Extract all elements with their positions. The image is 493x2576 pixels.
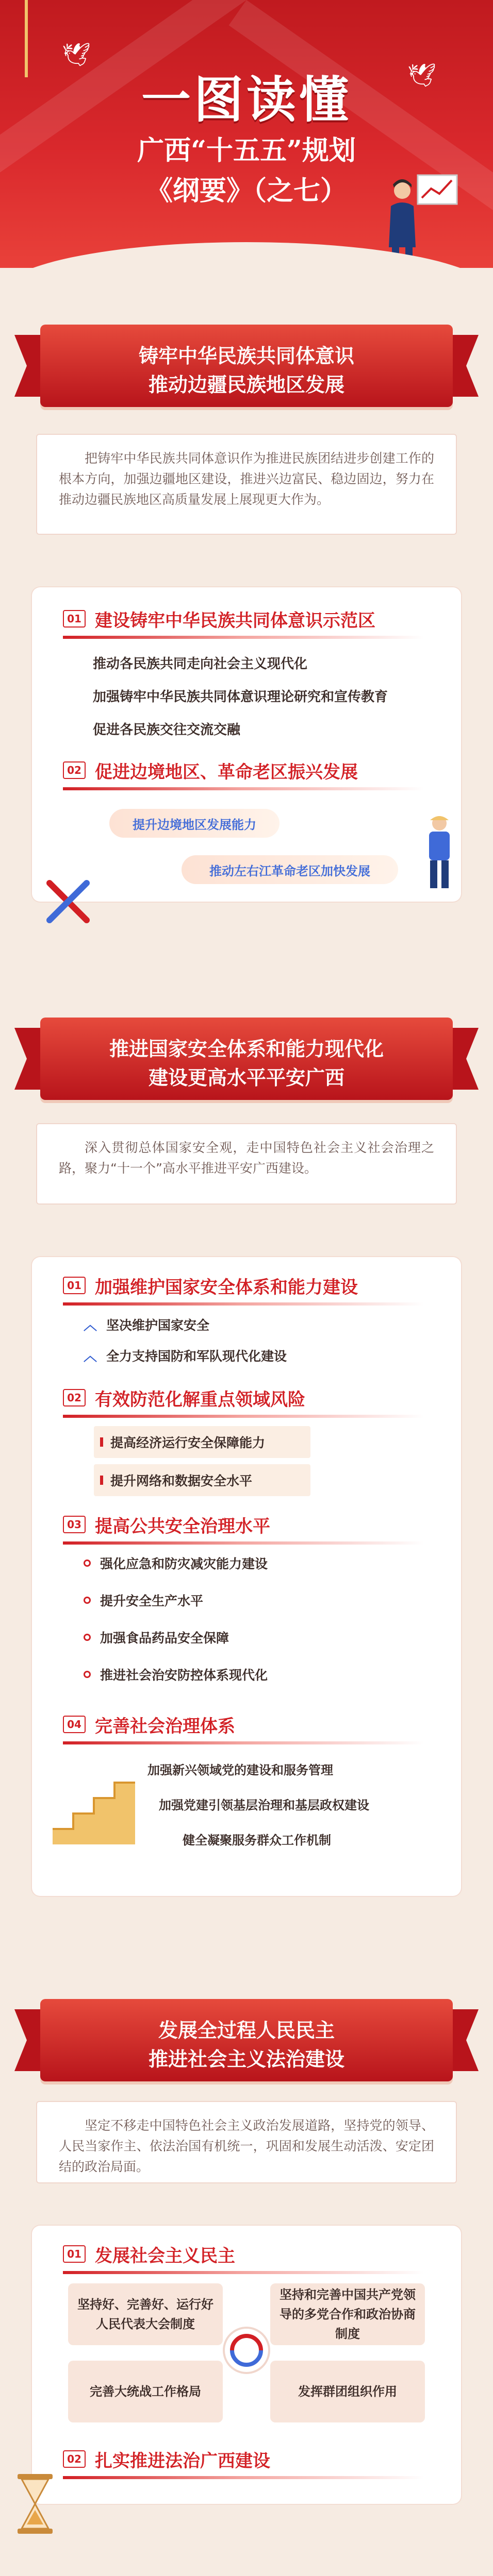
section-2-banner (40, 1018, 453, 1100)
divider (63, 1541, 424, 1545)
header-banner (0, 0, 493, 268)
list-item: 强化应急和防灾减灾能力建设 (84, 1554, 268, 1572)
list-item: 加强铸牢中华民族共同体意识理论研究和宣传教育 (93, 689, 388, 705)
sub-title: 有效防范化解重点领域风险 (95, 1389, 305, 1410)
section-2-title-line2: 建设更高水平平安广西 (148, 1066, 344, 1089)
sub-title: 建设铸牢中华民族共同体意识示范区 (95, 610, 375, 631)
sub-heading (63, 606, 375, 632)
divider (63, 1415, 424, 1418)
sub-number: 01 (63, 610, 86, 628)
pill-item: 推动左右江革命老区加快发展 (182, 855, 398, 884)
sub-heading (63, 1711, 235, 1737)
grid-item: 坚持好、完善好、运行好人民代表大会制度 (68, 2283, 223, 2345)
sub-heading (63, 2241, 235, 2267)
section-1-banner (40, 325, 453, 407)
chevron-up-icon: ︿ (84, 1318, 97, 1333)
section-3-title-line2: 推进社会主义法治建设 (148, 2047, 344, 2071)
list-item: 推动各民族共同走向社会主义现代化 (93, 656, 308, 672)
list-item: ︿ 全力支持国防和军队现代化建设 (84, 1346, 287, 1365)
bullet-dot-icon (84, 1671, 91, 1678)
list-item: 加强新兴领域党的建设和服务管理 (147, 1762, 333, 1777)
section-1-title-line1: 铸牢中华民族共同体意识 (138, 344, 354, 367)
sub-title: 发展社会主义民主 (95, 2245, 235, 2266)
box-item: 提高经济运行安全保障能力 (94, 1426, 310, 1458)
divider (63, 1302, 424, 1306)
list-item: 健全凝聚服务群众工作机制 (183, 1833, 331, 1848)
grid-item: 完善大统战工作格局 (68, 2361, 223, 2422)
page-subtitle-1: 广西“十五五”规划 (137, 135, 356, 166)
list-item: 加强党建引领基层治理和基层政权建设 (159, 1798, 369, 1812)
list-item: 加强食品药品安全保障 (84, 1628, 229, 1647)
sub-title: 加强维护国家安全体系和能力建设 (95, 1277, 358, 1298)
grid-item: 坚持和完善中国共产党领导的多党合作和政治协商制度 (270, 2283, 425, 2345)
section-1-title-line2: 推动边疆民族地区发展 (148, 373, 344, 396)
sub-number: 01 (63, 1277, 86, 1294)
sub-title: 促进边境地区、革命老区振兴发展 (95, 761, 358, 783)
section-2-card (32, 1257, 461, 1896)
list-item: 推进社会治安防控体系现代化 (84, 1665, 268, 1684)
bullet-dot-icon (84, 1560, 91, 1567)
section-3-intro: 坚定不移走中国特色社会主义政治发展道路，坚持党的领导、人民当家作主、依法治国有机统一，巩固和发展生动活泼、安定团结的政治局面。 (36, 2101, 457, 2183)
sub-heading (63, 1273, 358, 1298)
sub-heading (63, 1512, 270, 1537)
sub-number: 02 (63, 761, 86, 779)
worker-figure-icon (419, 814, 460, 891)
bullet-dot-icon (84, 1634, 91, 1641)
section-1-intro: 把铸牢中华民族共同体意识作为推进民族团结进步创建工作的根本方向，加强边疆地区建设，推进兴边富民、稳边固边，努力在推动边疆民族地区高质量发展上展现更大作为。 (36, 434, 457, 535)
page-title: 一图读懂 (141, 71, 352, 129)
sub-heading (63, 1385, 305, 1411)
chevron-up-icon: ︿ (84, 1349, 97, 1364)
sub-heading (63, 2446, 270, 2472)
sub-heading (63, 757, 358, 783)
pill-item: 提升边境地区发展能力 (109, 809, 280, 838)
sub-number: 03 (63, 1516, 86, 1533)
bullet-dot-icon (84, 1597, 91, 1604)
section-2-intro: 深入贯彻总体国家安全观，走中国特色社会主义社会治理之路，聚力“十一个”高水平推进平安广西建设。 (36, 1123, 457, 1205)
divider (63, 2271, 424, 2274)
sub-number: 02 (63, 1389, 86, 1406)
sub-title: 扎实推进法治广西建设 (95, 2450, 270, 2471)
sub-number: 04 (63, 1716, 86, 1733)
list-item: 提升安全生产水平 (84, 1591, 203, 1609)
section-3-banner (40, 1999, 453, 2081)
list-item: ︿ 坚决维护国家安全 (84, 1315, 209, 1334)
tools-icon (42, 876, 94, 927)
section-3-card (32, 2226, 461, 2504)
sub-title: 提高公共安全治理水平 (95, 1516, 270, 1537)
page-subtitle-2: 《纲要》（之七） (145, 175, 347, 207)
dove-icon: 🕊 (62, 42, 91, 68)
sub-number: 02 (63, 2450, 86, 2468)
cycle-icon (221, 2325, 272, 2376)
divider (63, 1741, 424, 1744)
section-2-title-line1: 推进国家安全体系和能力现代化 (109, 1037, 384, 1060)
stairs-icon (53, 1767, 145, 1844)
hourglass-icon (14, 2473, 56, 2535)
list-item: 促进各民族交往交流交融 (93, 722, 241, 738)
grid-item: 发挥群团组织作用 (270, 2361, 425, 2422)
dove-icon: 🕊 (407, 62, 436, 89)
divider (63, 2476, 424, 2479)
sub-number: 01 (63, 2245, 86, 2263)
section-3-title-line1: 发展全过程人民民主 (158, 2019, 335, 2042)
divider (63, 636, 424, 639)
section-1-card (32, 587, 461, 902)
sub-title: 完善社会治理体系 (95, 1716, 235, 1737)
divider (63, 787, 424, 790)
box-item: 提升网络和数据安全水平 (94, 1464, 310, 1496)
